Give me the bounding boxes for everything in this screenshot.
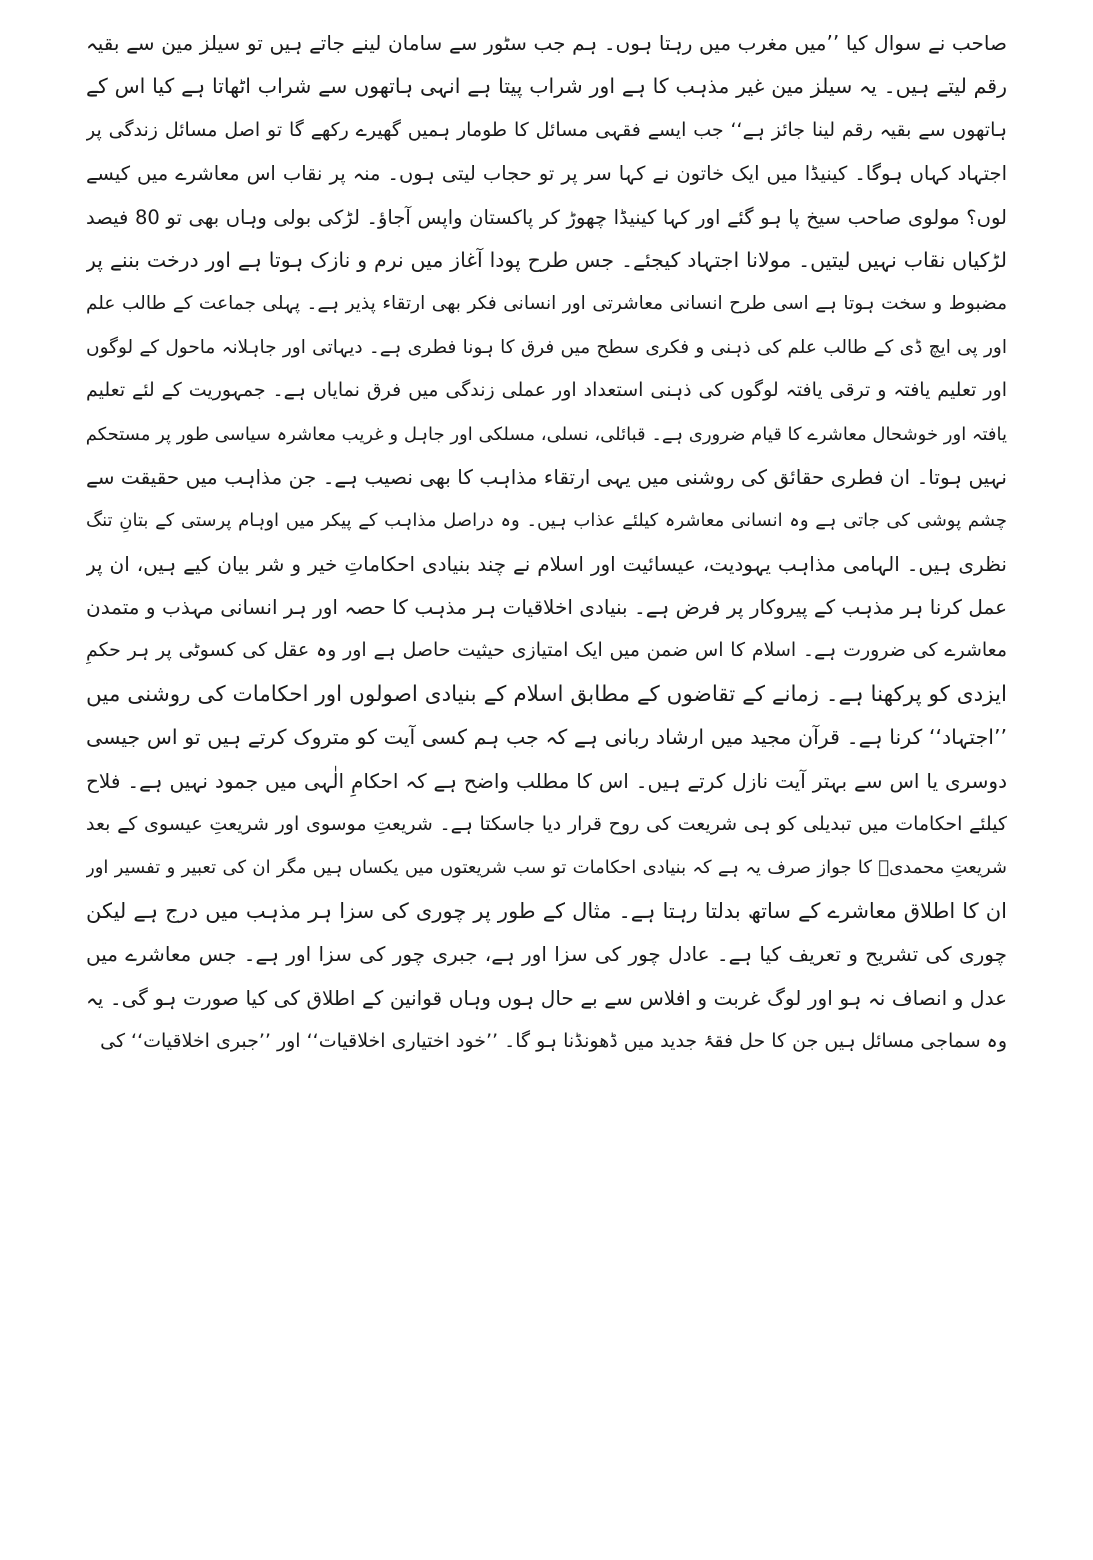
text-line: اجتہاد کہاں ہوگا۔ کینیڈا میں ایک خاتون نے کہا سر پر تو حجاب لیتی ہوں۔ منہ پر نقاب اس معاشرے میں کیسے	[86, 162, 1007, 186]
text-line: ہاتھوں سے بقیہ رقم لینا جائز ہے‘‘ جب ایسے فقہی مسائل کا طومار ہمیں گھیرے رکھے گا تو اصل مسائل زندگی پر	[86, 118, 1007, 141]
text-line: لوں؟ مولوی صاحب سیخ پا ہو گئے اور کہا کینیڈا چھوڑ کر پاکستان واپس آجاؤ۔ لڑکی بولی وہاں بھی تو 80 فیصد	[86, 205, 1007, 229]
text-line: یافتہ اور خوشحال معاشرے کا قیام ضروری ہے۔ قبائلی، نسلی، مسلکی اور جاہل و غریب معاشرہ سیاسی طور پر مستحکم	[86, 423, 1007, 445]
text-line: اور تعلیم یافتہ و ترقی یافتہ لوگوں کی ذہنی استعداد اور عملی زندگی میں فرق نمایاں ہے۔ جمہوریت کے لئے تعلیم	[86, 379, 1007, 402]
text-line: عدل و انصاف نہ ہو اور لوگ غربت و افلاس سے بے حال ہوں وہاں قوانین کے اطلاق کی کیا صورت ہو گی۔ یہ	[86, 985, 1007, 1010]
text-line: چشم پوشی کی جاتی ہے وہ انسانی معاشرہ کیلئے عذاب ہیں۔ وہ دراصل مذاہب کے پیکر میں اوہام پرستی کے بتانِ تنگ	[86, 510, 1007, 532]
text-line: شریعتِ محمدیؐ کا جواز صرف یہ ہے کہ بنیادی احکامات تو سب شریعتوں میں یکساں ہیں مگر ان کی تعبیر و تفسیر اور	[86, 857, 1007, 879]
text-line: نہیں ہوتا۔ ان فطری حقائق کی روشنی میں یہی ارتقاء مذاہب کا بھی نصیب ہے۔ جن مذاہب میں حقیقت سے	[86, 464, 1007, 489]
text-line: چوری کی تشریح و تعریف کیا ہے۔ عادل چور کی سزا اور ہے، جبری چور کی سزا اور ہے۔ جس معاشرے میں	[86, 942, 1007, 967]
text-line: نظری ہیں۔ الہامی مذاہب یہودیت، عیسائیت اور اسلام نے چند بنیادی احکاماتِ خیر و شر بیان کیے ہیں، ان پر	[86, 551, 1007, 576]
text-line: ایزدی کو پرکھنا ہے۔ زمانے کے تقاضوں کے مطابق اسلام کے بنیادی اصولوں اور احکامات کی روشنی میں	[86, 681, 1007, 707]
text-line: وہ سماجی مسائل ہیں جن کا حل فقۂ جدید میں ڈھونڈنا ہو گا۔ ’’خود اختیاری اخلاقیات‘‘ اور ’’جبری اخلاقیات‘‘ کی	[100, 1029, 1007, 1052]
text-line: کیلئے احکامات میں تبدیلی کو ہی شریعت کی روح قرار دیا جاسکتا ہے۔ شریعتِ موسوی اور شریعتِ عیسوی کے بعد	[86, 813, 1007, 836]
text-line: دوسری یا اس سے بہتر آیت نازل کرتے ہیں۔ اس کا مطلب واضح ہے کہ احکامِ الٰہی میں جمود نہیں ہے۔ فلاح	[86, 768, 1007, 793]
text-line: ان کا اطلاق معاشرے کے ساتھ بدلتا رہتا ہے۔ مثال کے طور پر چوری کی سزا ہر مذہب میں درج ہے لیکن	[86, 898, 1007, 923]
text-line: عمل کرنا ہر مذہب کے پیروکار پر فرض ہے۔ بنیادی اخلاقیات ہر مذہب کا حصہ اور ہر انسانی مہذب و متمدن	[86, 595, 1007, 620]
text-line: اور پی ایچ ڈی کے طالب علم کی ذہنی و فکری سطح میں فرق کا ہونا فطری ہے۔ دیہاتی اور جاہلانہ ماحول کے لوگوں	[86, 336, 1007, 358]
text-line: معاشرے کی ضرورت ہے۔ اسلام کا اس ضمن میں ایک امتیازی حیثیت حاصل ہے اور وہ عقل کی کسوٹی پر ہر حکمِ	[86, 639, 1007, 662]
text-line: لڑکیاں نقاب نہیں لیتیں۔ مولانا اجتہاد کیجئے۔ جس طرح پودا آغاز میں نرم و نازک ہوتا ہے اور درخت بننے پر	[86, 247, 1007, 272]
text-line: صاحب نے سوال کیا ’’میں مغرب میں رہتا ہوں۔ ہم جب سٹور سے سامان لینے جاتے ہیں تو سیلز مین سے بقیہ	[86, 31, 1007, 55]
text-line: مضبوط و سخت ہوتا ہے اسی طرح انسانی معاشرتی اور انسانی فکر بھی ارتقاء پذیر ہے۔ پہلی جماعت کے طالب علم	[86, 293, 1007, 315]
text-line: رقم لیتے ہیں۔ یہ سیلز مین غیر مذہب کا ہے اور شراب پیتا ہے انہی ہاتھوں سے شراب اٹھاتا ہے کیا اس کے	[86, 74, 1007, 99]
document-page	[86, 22, 1007, 1538]
text-line: ’’اجتہاد‘‘ کرنا ہے۔ قرآن مجید میں ارشاد ربانی ہے کہ جب ہم کسی آیت کو متروک کرتے ہیں تو اس جیسی	[86, 725, 1007, 750]
